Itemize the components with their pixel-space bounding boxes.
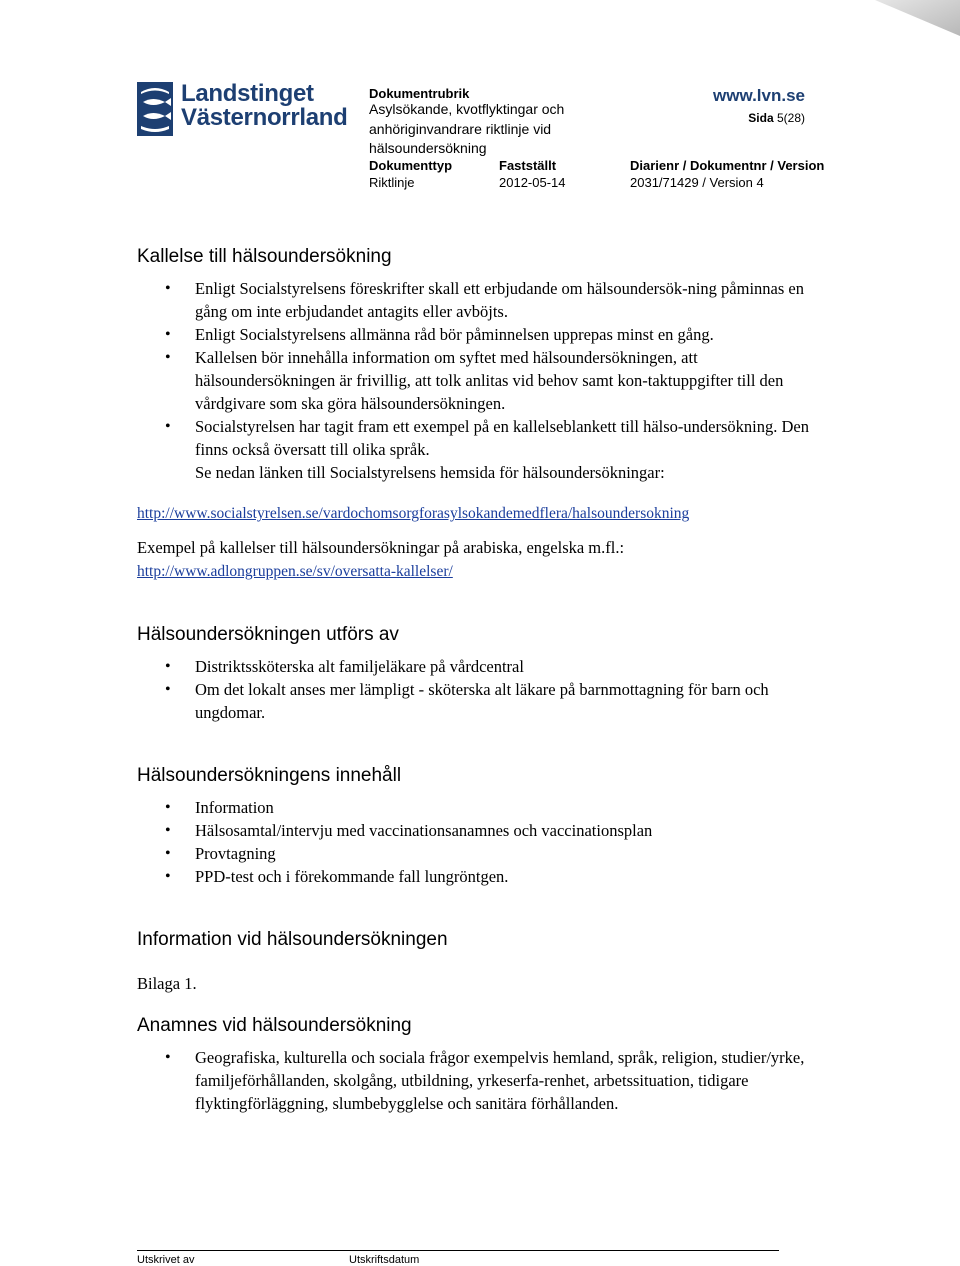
faststallt-value: 2012-05-14: [499, 175, 566, 190]
page-label: Sida: [748, 111, 774, 125]
anamnes-list: [137, 1046, 817, 1115]
kallelse-list: [137, 277, 817, 461]
heading-utfors: Hälsoundersökningen utförs av: [137, 624, 399, 645]
utskriftsdatum-label: Utskriftsdatum: [349, 1254, 420, 1266]
rubrik-line-1: Asylsökande, kvotflyktingar och: [369, 101, 565, 117]
dokumenttyp-label: Dokumenttyp: [369, 158, 453, 173]
list-item: • Kallelsen bör innehålla information om syftet med hälsoundersökningen, att hälsoundersökningen är frivillig, att tolk anlitas vid behov samt kon-taktuppgifter till den vårdgivare som ska göra hälsoundersökningen.: [137, 346, 817, 415]
page-footer: [137, 1250, 779, 1266]
page-value: 5(28): [773, 111, 805, 125]
logo-line-2: Västernorrland: [181, 104, 348, 131]
socialstyrelsen-link[interactable]: http://www.socialstyrelsen.se/vardochomsorgforasylsokandemedflera/halsoundersokning: [137, 505, 690, 522]
bilaga-text: Bilaga 1.: [137, 974, 197, 993]
faststallt-label: Fastställt: [499, 158, 557, 173]
example-text: Exempel på kallelser till hälsoundersökningar på arabiska, engelska m.fl.:: [137, 538, 625, 557]
list-item: • Om det lokalt anses mer lämpligt - sköterska alt läkare på barnmottagning för barn och ungdomar.: [137, 678, 817, 724]
adlongruppen-link[interactable]: http://www.adlongruppen.se/sv/oversatta-kallelser/: [137, 563, 453, 580]
corner-decoration: [875, 0, 960, 36]
heading-anamnes: Anamnes vid hälsoundersökning: [137, 1015, 412, 1036]
utskrivet-label: Utskrivet av: [137, 1254, 195, 1266]
page-number: [748, 111, 805, 125]
dokumenttyp-value: Riktlinje: [369, 175, 415, 190]
diarienr-label: Diarienr / Dokumentnr / Version: [630, 158, 825, 173]
heading-kallelse: Kallelse till hälsoundersökning: [137, 246, 392, 267]
list-item: • Information: [137, 796, 817, 819]
fish-crest-icon: [137, 82, 173, 136]
landstinget-logo: [137, 82, 348, 136]
utfors-list: [137, 655, 817, 724]
list-item: • Enligt Socialstyrelsens föreskrifter skall ett erbjudande om hälsoundersök-ning påminnas en gång om inte erbjudandet antagits eller avböjts.: [137, 277, 817, 323]
list-item: • PPD-test och i förekommande fall lungröntgen.: [137, 865, 817, 888]
list-item: • Provtagning: [137, 842, 817, 865]
website-link[interactable]: www.lvn.se: [713, 86, 805, 105]
list-item: • Distriktssköterska alt familjeläkare på vårdcentral: [137, 655, 817, 678]
diarienr-value: 2031/71429 / Version 4: [630, 175, 764, 190]
list-item: • Hälsosamtal/intervju med vaccinationsanamnes och vaccinationsplan: [137, 819, 817, 842]
list-item: • Geografiska, kulturella och sociala frågor exempelvis hemland, språk, religion, studier/yrke, familjeförhållanden, skolgång, utbildning, yrkeserfa-renhet, arbetssituation, tidigare flyktingförläggning, slumbebygglelse och sanitära förhållanden.: [137, 1046, 817, 1115]
innehall-list: [137, 796, 817, 888]
socialstyrelsen-intro: Se nedan länken till Socialstyrelsens hemsida för hälsoundersökningar:: [195, 463, 665, 482]
rubrik-label: Dokumentrubrik: [369, 86, 470, 101]
list-item: • Socialstyrelsen har tagit fram ett exempel på en kallelseblankett till hälso-undersökning. Den finns också översatt till olika språk.: [137, 415, 817, 461]
document-body: [137, 243, 817, 1115]
heading-information: Information vid hälsoundersökningen: [137, 929, 448, 950]
rubrik-line-3: hälsoundersökning: [369, 140, 487, 156]
logo-line-1: Landstinget: [181, 80, 314, 107]
heading-innehall: Hälsoundersökningens innehåll: [137, 765, 402, 786]
list-item: • Enligt Socialstyrelsens allmänna råd bör påminnelsen upprepas minst en gång.: [137, 323, 817, 346]
rubrik-line-2: anhöriginvandrare riktlinje vid: [369, 121, 552, 137]
